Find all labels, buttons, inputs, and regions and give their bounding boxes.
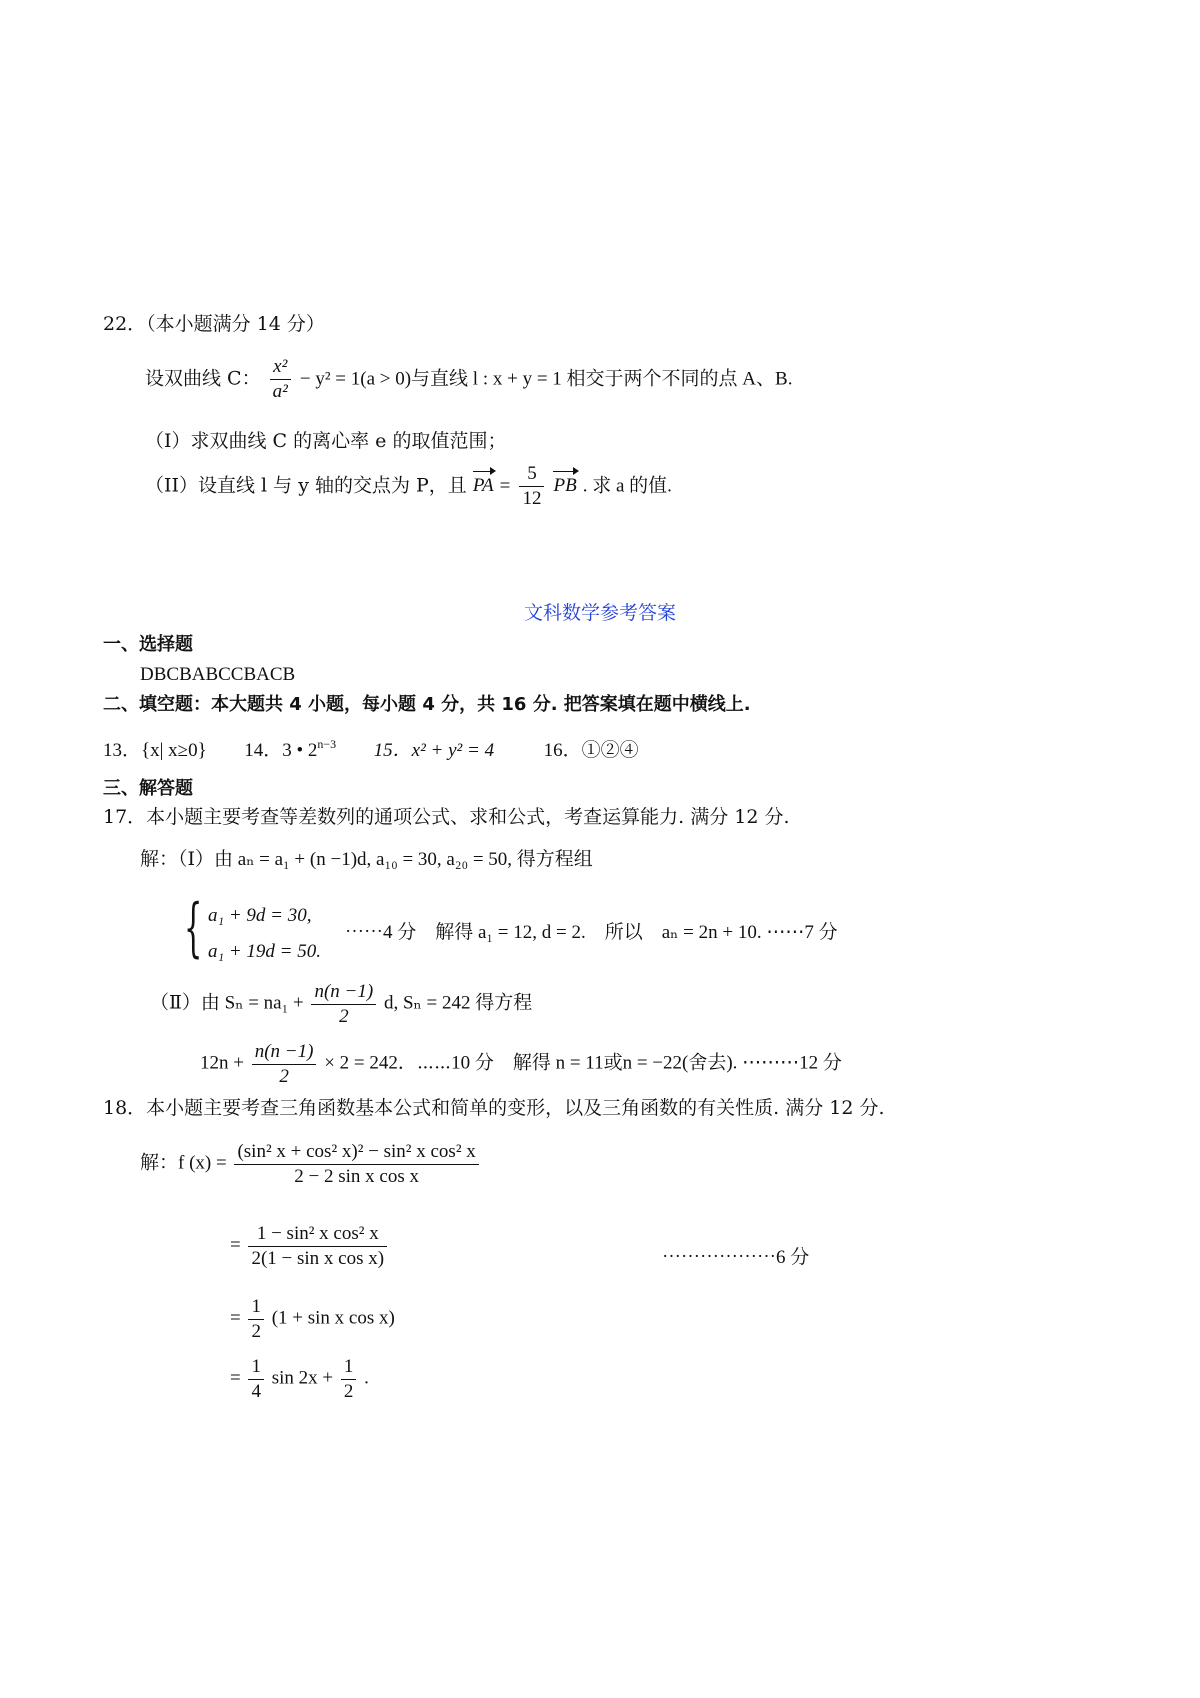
q18-line4-den2: 2: [343, 1380, 354, 1402]
vector-pa: PA: [472, 475, 494, 497]
q17-line4-suffix: × 2 = 242．⋯⋯10 分 解得 n = 11或n = −22(舍去). ⋯⋯⋯12 分: [324, 1052, 842, 1074]
section1-answers: DBCBABCCBACB: [140, 664, 296, 685]
q18-line4-num1: 1: [248, 1355, 264, 1380]
equals-sign: =: [230, 1367, 241, 1389]
q18-line4-fraction2: [341, 1355, 357, 1404]
q18-line3: [230, 1295, 395, 1344]
q18-line4-den1: 4: [251, 1380, 261, 1402]
q22-fraction-den: a²: [272, 380, 288, 402]
q18-line2-num: 1 − sin² x cos² x: [248, 1222, 387, 1247]
q18-line4-mid: sin 2x +: [271, 1367, 334, 1389]
q17-line3-num: n(n −1): [311, 980, 376, 1005]
fill-14-exp: n−3: [317, 737, 337, 751]
fill-15: 15．x² + y² = 4: [373, 740, 495, 761]
q17-line4: [200, 1040, 842, 1089]
q18-line4-end: .: [364, 1367, 369, 1389]
q22-part1: （I）求双曲线 C 的离心率 e 的取值范围；: [145, 430, 507, 452]
q22-intro: [145, 355, 792, 404]
q18-line1-prefix: 解：f (x) =: [140, 1152, 227, 1174]
q18-line1-num: (sin² x + cos² x)² − sin² x cos² x: [234, 1140, 478, 1165]
q17-line1: 解：（Ⅰ）由 aₙ = a₁ + (n −1)d, a₁₀ = 30, a₂₀ = 50, 得方程组: [140, 849, 593, 870]
q18-line2: [230, 1222, 390, 1271]
q18-score-6: ⋯⋯⋯⋯⋯⋯6 分: [662, 1247, 810, 1268]
q18-line1: [140, 1140, 482, 1189]
q17-system-eq1: a₁ + 9d = 30,: [208, 905, 312, 926]
q17-line2: ⋯⋯4 分 解得 a₁ = 12, d = 2. 所以 aₙ = 2n + 10. ⋯⋯7 分: [345, 922, 838, 943]
q18-heading: 18．本小题主要考查三角函数基本公式和简单的变形，以及三角函数的有关性质. 满分 12 分.: [103, 1097, 885, 1119]
q22-part2-suffix: . 求 a 的值.: [582, 475, 672, 497]
system-brace: {: [184, 891, 203, 965]
q18-line1-den: 2 − 2 sin x cos x: [294, 1165, 419, 1187]
q17-line3-suffix: d, Sₙ = 242 得方程: [383, 992, 533, 1014]
equals-sign: =: [230, 1307, 241, 1329]
q22-intro-eq: − y² = 1(a > 0)与直线 l : x + y = 1 相交于两个不同的点 A、B.: [299, 368, 793, 390]
q18-line3-num: 1: [248, 1295, 264, 1320]
q18-line3-fraction: [248, 1295, 264, 1344]
fill-answers: [103, 737, 639, 763]
q17-line4-fraction: [252, 1040, 317, 1089]
section2-title: 二、填空题：本大题共 4 小题，每小题 4 分，共 16 分. 把答案填在题中横线上.: [103, 694, 751, 715]
fill-14-base: 14．3 • 2: [244, 740, 318, 761]
q18-line2-fraction: [248, 1222, 387, 1271]
fill-14: [244, 737, 337, 761]
q18-line4-fraction1: [248, 1355, 264, 1404]
q22-fraction-num: x²: [270, 355, 291, 380]
q18-line4-num2: 1: [341, 1355, 357, 1380]
q17-heading: 17．本小题主要考查等差数列的通项公式、求和公式，考查运算能力. 满分 12 分.: [103, 806, 790, 828]
q17-line3-den: 2: [339, 1005, 349, 1027]
q18-line3-den: 2: [251, 1320, 261, 1342]
q17-line4-den: 2: [279, 1065, 289, 1087]
q17-system-eq2: a₁ + 19d = 50.: [208, 941, 321, 962]
q17-line3: [150, 980, 532, 1029]
q18-line2-den: 2(1 − sin x cos x): [251, 1247, 385, 1269]
q22-fraction: [270, 355, 291, 404]
section3-title: 三、解答题: [103, 778, 193, 799]
q22-part2-fraction: [519, 462, 544, 511]
q22-part2-den: 12: [522, 487, 542, 509]
fill-13: 13．{x| x≥0}: [103, 740, 207, 761]
q17-line3-prefix: （Ⅱ）由 Sₙ = na₁ +: [150, 992, 304, 1014]
q22-part2: [145, 462, 672, 511]
q22-part2-num: 5: [519, 462, 544, 487]
answer-title: 文科数学参考答案: [523, 602, 676, 624]
q17-line4-prefix: 12n +: [200, 1052, 244, 1074]
equals-sign: =: [230, 1234, 241, 1256]
vector-pb: PB: [553, 475, 577, 497]
q22-heading: 22．（本小题满分 14 分）: [103, 313, 325, 335]
section1-title: 一、选择题: [103, 634, 193, 655]
q22-intro-prefix: 设双曲线 C：: [145, 367, 261, 390]
q22-part2-eq: =: [499, 475, 511, 497]
q18-line3-suffix: (1 + sin x cos x): [271, 1307, 395, 1329]
q22-part2-prefix: （II）设直线 l 与 y 轴的交点为 P，且: [145, 474, 467, 497]
fill-16: 16．①②④: [543, 740, 639, 761]
q18-line4: [230, 1355, 369, 1404]
q18-line1-fraction: [234, 1140, 478, 1189]
q17-line3-fraction: [311, 980, 376, 1029]
q17-line4-num: n(n −1): [252, 1040, 317, 1065]
